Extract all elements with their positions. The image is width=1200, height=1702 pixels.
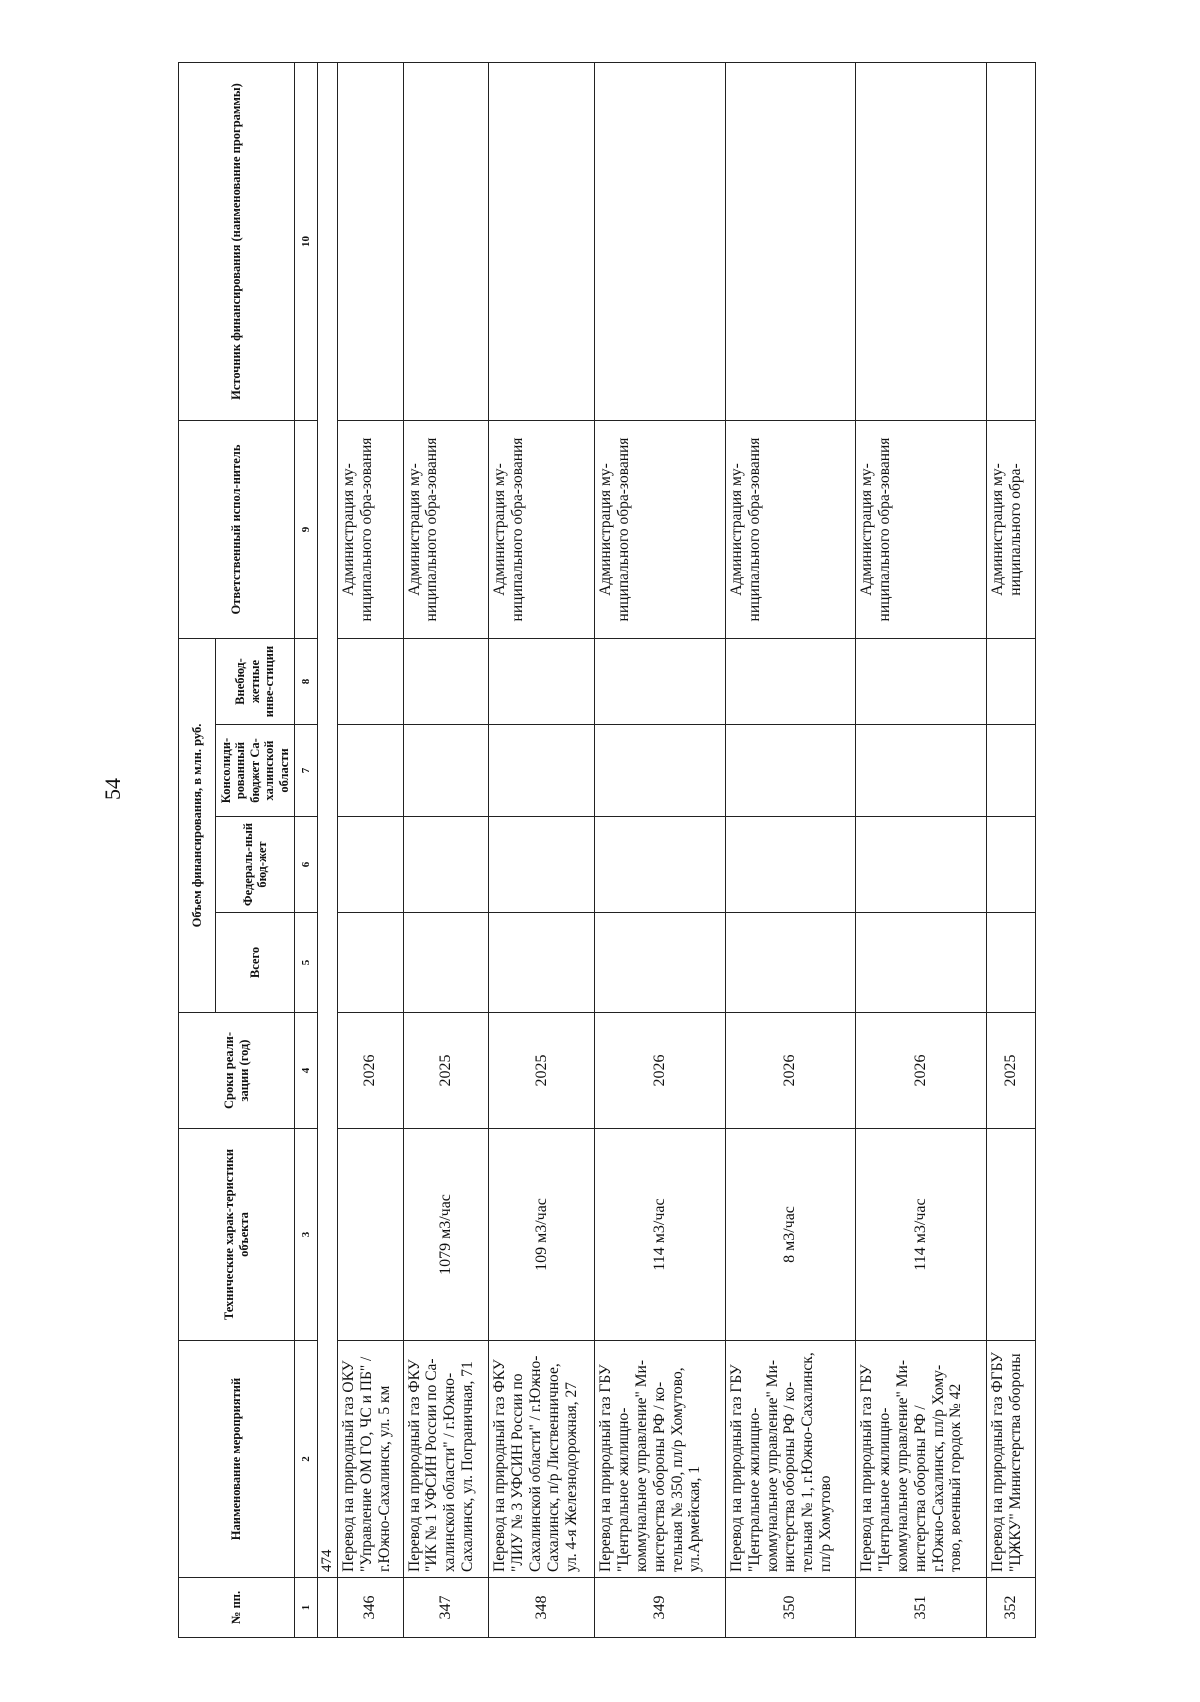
row-tech — [986, 1129, 1035, 1341]
row-tech — [338, 1129, 403, 1341]
row-total — [725, 913, 856, 1013]
row-federal — [856, 817, 987, 913]
row-federal — [489, 817, 595, 913]
row-year: 2025 — [986, 1013, 1035, 1129]
column-number: 2 — [295, 1341, 317, 1578]
row-extra — [338, 639, 403, 725]
row-federal — [986, 817, 1035, 913]
table-row — [403, 63, 489, 1638]
row-federal — [338, 817, 403, 913]
header-term: Сроки реали-зации (год) — [179, 1013, 295, 1129]
row-number: 349 — [595, 1578, 726, 1638]
row-number: 352 — [986, 1578, 1035, 1638]
section-spacer-cell — [317, 1578, 338, 1638]
row-tech: 109 м3/час — [489, 1129, 595, 1341]
row-total — [595, 913, 726, 1013]
row-source — [856, 63, 987, 421]
row-source — [489, 63, 595, 421]
row-responsible: Администрация му-ниципального обра-зования — [489, 421, 595, 639]
column-number: 5 — [295, 913, 317, 1013]
column-number: 3 — [295, 1129, 317, 1341]
row-extra — [489, 639, 595, 725]
row-consolidated — [986, 725, 1035, 817]
column-number: 10 — [295, 63, 317, 421]
rotated-table-container — [178, 63, 1036, 1638]
header-total: Всего — [215, 913, 295, 1013]
header-row-1 — [179, 63, 216, 1638]
header-consolidated: Консолиди-рованный бюджет Са-халинской области — [215, 725, 295, 817]
row-total — [489, 913, 595, 1013]
row-responsible: Администрация му-ниципального обра-зования — [403, 421, 489, 639]
row-year: 2025 — [489, 1013, 595, 1129]
row-consolidated — [856, 725, 987, 817]
header-num: № пп. — [179, 1578, 295, 1638]
row-name: Перевод на природный газ ОКУ "Управление ОМ ГО, ЧС и ПБ" / г.Южно-Сахалинск, ул. 5 км — [338, 1341, 403, 1578]
table-row — [338, 63, 403, 1638]
header-federal: Федераль-ный бюд-жет — [215, 817, 295, 913]
row-source — [595, 63, 726, 421]
header-extra: Внебюд-жетные инве-стиции — [215, 639, 295, 725]
row-name: Перевод на природный газ ФКУ "ЛИУ № 3 УФСИН России по Сахалинской области" / г.Южно-Сахалинск, п/р Лиственничное, ул. 4-я Железнодорожная, 27 — [489, 1341, 595, 1578]
row-number: 346 — [338, 1578, 403, 1638]
row-tech: 114 м3/час — [595, 1129, 726, 1341]
row-consolidated — [595, 725, 726, 817]
section-label: 474 — [317, 63, 338, 1578]
row-extra — [856, 639, 987, 725]
row-name: Перевод на природный газ ГБУ "Центральное жилищно-коммунальное управление" Ми-нистерства обороны РФ / ко-тельная № 1, г.Южно-Сахалинск, пл/р Хомутово — [725, 1341, 856, 1578]
row-consolidated — [725, 725, 856, 817]
header-responsible: Ответственный испол-нитель — [179, 421, 295, 639]
row-year: 2026 — [338, 1013, 403, 1129]
row-name: Перевод на природный газ ФКУ "ИК № 1 УФСИН России по Са-халинской области" / г.Южно-Сахалинск, ул. Пограничная, 71 — [403, 1341, 489, 1578]
row-responsible: Администрация му-ниципального обра-зования — [338, 421, 403, 639]
column-number: 6 — [295, 817, 317, 913]
column-number-row — [295, 63, 317, 1638]
page-number: 54 — [100, 778, 125, 800]
column-number: 9 — [295, 421, 317, 639]
row-source — [725, 63, 856, 421]
row-tech: 8 м3/час — [725, 1129, 856, 1341]
table-row — [489, 63, 595, 1638]
row-number: 348 — [489, 1578, 595, 1638]
row-number: 350 — [725, 1578, 856, 1638]
row-source — [986, 63, 1035, 421]
header-name: Наименование мероприятий — [179, 1341, 295, 1578]
row-year: 2026 — [856, 1013, 987, 1129]
table-row — [595, 63, 726, 1638]
column-number: 8 — [295, 639, 317, 725]
table-row — [856, 63, 987, 1638]
column-number: 1 — [295, 1578, 317, 1638]
row-consolidated — [338, 725, 403, 817]
row-tech: 114 м3/час — [856, 1129, 987, 1341]
column-number: 7 — [295, 725, 317, 817]
row-extra — [595, 639, 726, 725]
row-extra — [725, 639, 856, 725]
row-responsible: Администрация му-ниципального обра- — [986, 421, 1035, 639]
row-total — [986, 913, 1035, 1013]
row-federal — [595, 817, 726, 913]
row-source — [403, 63, 489, 421]
row-year: 2026 — [725, 1013, 856, 1129]
row-number: 347 — [403, 1578, 489, 1638]
row-source — [338, 63, 403, 421]
row-responsible: Администрация му-ниципального обра-зования — [725, 421, 856, 639]
row-name: Перевод на природный газ ФГБУ "ЦЖКУ" Министерства обороны — [986, 1341, 1035, 1578]
financing-table — [178, 62, 1036, 1638]
row-tech: 1079 м3/час — [403, 1129, 489, 1341]
header-source: Источник финансирования (наименование программы) — [179, 63, 295, 421]
row-federal — [403, 817, 489, 913]
column-number: 4 — [295, 1013, 317, 1129]
header-volume-group: Объем финансирования, в млн. руб. — [179, 639, 216, 1013]
row-responsible: Администрация му-ниципального обра-зования — [856, 421, 987, 639]
row-name: Перевод на природный газ ГБУ "Центральное жилищно-коммунальное управление" Ми-нистерства обороны РФ / ко-тельная № 350, пл/р Хомутово, ул.Армейская, 1 — [595, 1341, 726, 1578]
row-extra — [986, 639, 1035, 725]
row-extra — [403, 639, 489, 725]
header-tech: Технические харак-теристики объекта — [179, 1129, 295, 1341]
row-consolidated — [403, 725, 489, 817]
row-total — [338, 913, 403, 1013]
section-row — [317, 63, 338, 1638]
row-number: 351 — [856, 1578, 987, 1638]
row-year: 2026 — [595, 1013, 726, 1129]
row-total — [856, 913, 987, 1013]
row-responsible: Администрация му-ниципального обра-зования — [595, 421, 726, 639]
table-row — [986, 63, 1035, 1638]
row-year: 2025 — [403, 1013, 489, 1129]
table-row — [725, 63, 856, 1638]
row-federal — [725, 817, 856, 913]
row-name: Перевод на природный газ ГБУ "Центральное жилищно-коммунальное управление" Ми-нистерства обороны РФ / г.Южно-Сахалинск, пл/р Хому-тово, военный городок № 42 — [856, 1341, 987, 1578]
row-total — [403, 913, 489, 1013]
row-consolidated — [489, 725, 595, 817]
